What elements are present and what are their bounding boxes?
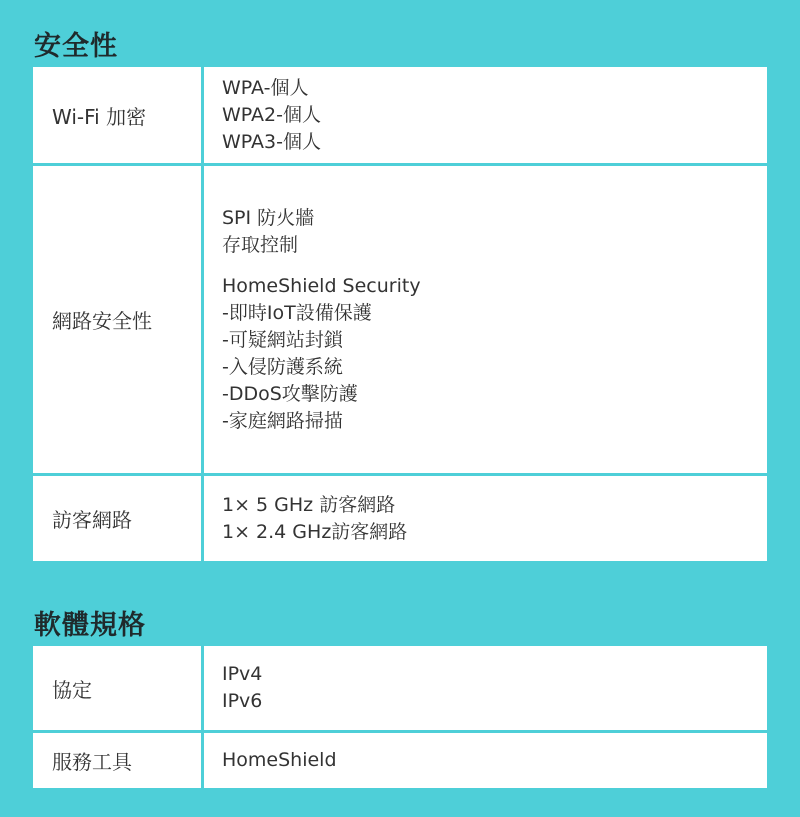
value-line: -家庭網路掃描	[222, 409, 343, 432]
row-label: 訪客網路	[33, 476, 201, 561]
value-line: WPA3-個人	[222, 130, 321, 153]
value-line: IPv4	[222, 663, 263, 685]
value-line: SPI 防火牆	[222, 206, 315, 229]
row-value	[204, 646, 767, 730]
value-line: -DDoS攻擊防護	[222, 382, 358, 405]
value-line: WPA-個人	[222, 76, 309, 99]
software-section-title: 軟體規格	[34, 610, 146, 641]
spec-row-protocol	[33, 646, 767, 730]
group-spacer	[222, 259, 767, 273]
value-line: -即時IoT設備保護	[222, 301, 372, 324]
row-value	[204, 476, 767, 561]
security-spec-table	[33, 67, 767, 561]
spec-row-service-tool	[33, 733, 767, 788]
security-section-title: 安全性	[34, 31, 118, 62]
value-line: HomeShield	[222, 749, 337, 771]
row-value	[204, 166, 767, 473]
value-line: IPv6	[222, 690, 263, 712]
spec-row-network-security	[33, 166, 767, 473]
software-spec-table	[33, 646, 767, 788]
row-label: 服務工具	[33, 733, 201, 788]
value-line: HomeShield Security	[222, 274, 421, 297]
value-line: 存取控制	[222, 233, 299, 256]
value-line: -入侵防護系統	[222, 355, 343, 378]
value-line: WPA2-個人	[222, 103, 321, 126]
row-value	[204, 67, 767, 163]
row-label: 網路安全性	[33, 166, 201, 473]
row-label: Wi-Fi 加密	[33, 67, 201, 163]
value-line: 1× 2.4 GHz訪客網路	[222, 520, 408, 543]
spec-row-wifi-encryption	[33, 67, 767, 163]
value-line: 1× 5 GHz 訪客網路	[222, 493, 396, 516]
row-value	[204, 733, 767, 788]
row-label: 協定	[33, 646, 201, 730]
spec-row-guest-network	[33, 476, 767, 561]
value-line: -可疑網站封鎖	[222, 328, 343, 351]
